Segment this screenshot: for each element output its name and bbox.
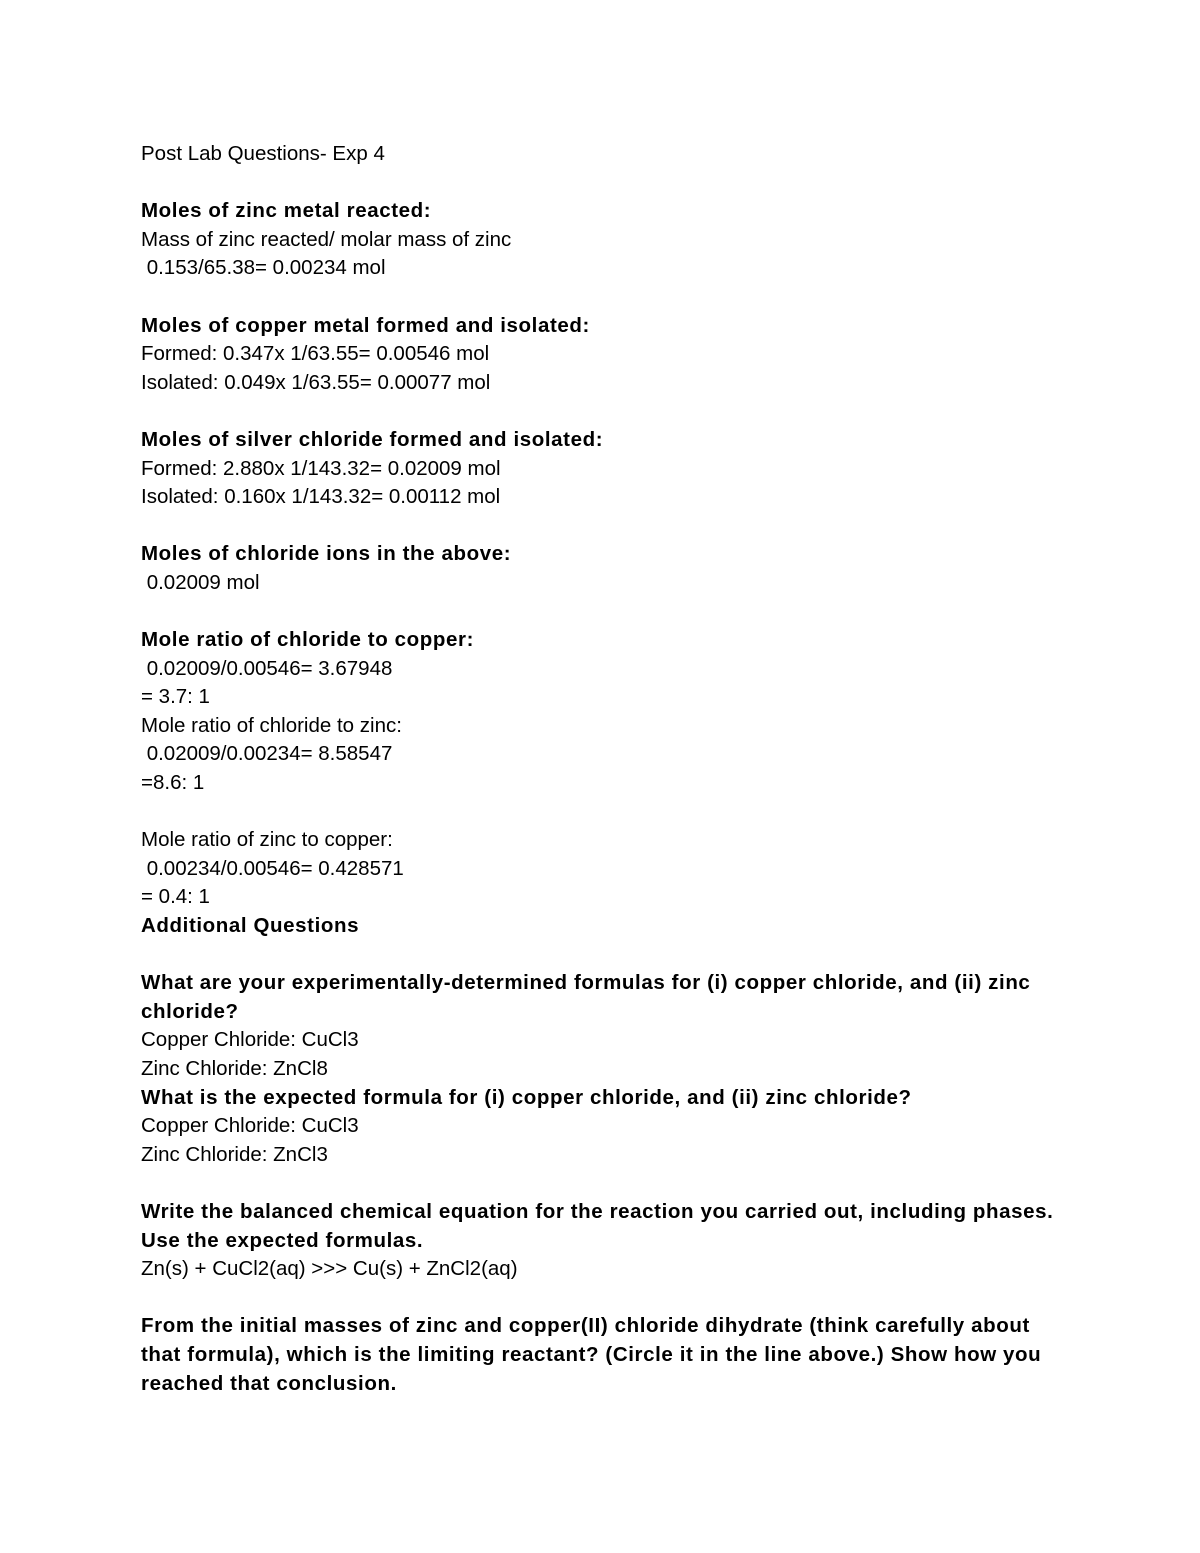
question-limiting-reactant: From the initial masses of zinc and copper(II) chloride dihydrate (think carefully about that formula), which is the limiting reactant? (Circle it in the line above.) Show how you reached that conclusion.: [141, 1314, 1042, 1395]
zinc-copper-ratio-heading: Mole ratio of zinc to copper:: [141, 828, 393, 852]
expected-zinc-chloride-answer: Zinc Chloride: ZnCl3: [141, 1142, 328, 1166]
chloride-copper-ratio-calculation: 0.02009/0.00546= 3.67948: [141, 656, 393, 680]
expected-copper-chloride-answer: Copper Chloride: CuCl3: [141, 1114, 359, 1138]
spacer: [141, 798, 1061, 827]
chloride-copper-ratio-result: = 3.7: 1: [141, 685, 210, 709]
chloride-ions-value: 0.02009 mol: [141, 570, 260, 594]
zinc-moles-heading: Moles of zinc metal reacted:: [141, 199, 432, 223]
spacer: [141, 397, 1061, 426]
chloride-ions-heading: Moles of chloride ions in the above:: [141, 542, 512, 566]
spacer: [141, 1284, 1061, 1313]
copper-moles-heading: Moles of copper metal formed and isolated:: [141, 313, 590, 337]
spacer: [141, 941, 1061, 970]
zinc-copper-ratio-result: = 0.4: 1: [141, 885, 210, 909]
question-experimental-formulas: What are your experimentally-determined formulas for (i) copper chloride, and (ii) zinc chloride?: [141, 971, 1031, 1023]
zinc-moles-formula: Mass of zinc reacted/ molar mass of zinc: [141, 227, 512, 251]
question-balanced-equation: Write the balanced chemical equation for the reaction you carried out, including phases. Use the expected formulas.: [141, 1199, 1054, 1252]
chloride-copper-ratio-heading: Mole ratio of chloride to copper:: [141, 628, 475, 652]
chloride-zinc-ratio-calculation: 0.02009/0.00234= 8.58547: [141, 742, 393, 766]
copper-isolated-calculation: Isolated: 0.049x 1/63.55= 0.00077 mol: [141, 370, 491, 394]
spacer: [141, 1169, 1061, 1198]
spacer: [141, 598, 1061, 627]
spacer: [141, 512, 1061, 541]
additional-questions-heading: Additional Questions: [141, 914, 360, 938]
experimental-zinc-chloride-answer: Zinc Chloride: ZnCl8: [141, 1057, 328, 1080]
experimental-copper-chloride-answer: Copper Chloride: CuCl3: [141, 1028, 359, 1052]
spacer: [141, 283, 1061, 312]
document-title: Post Lab Questions- Exp 4: [141, 142, 385, 165]
silver-chloride-formed-calculation: Formed: 2.880x 1/143.32= 0.02009 mol: [141, 456, 501, 480]
chloride-zinc-ratio-heading: Mole ratio of chloride to zinc:: [141, 713, 402, 737]
document-page: [141, 140, 1061, 1398]
copper-formed-calculation: Formed: 0.347x 1/63.55= 0.00546 mol: [141, 342, 490, 366]
zinc-copper-ratio-calculation: 0.00234/0.00546= 0.428571: [141, 856, 404, 880]
question-expected-formulas: What is the expected formula for (i) copper chloride, and (ii) zinc chloride?: [141, 1085, 912, 1109]
balanced-equation-answer: Zn(s) + CuCl2(aq) >>> Cu(s) + ZnCl2(aq): [141, 1257, 518, 1281]
silver-chloride-isolated-calculation: Isolated: 0.160x 1/143.32= 0.00112 mol: [141, 485, 501, 509]
spacer: [141, 169, 1061, 198]
zinc-moles-calculation: 0.153/65.38= 0.00234 mol: [141, 256, 386, 280]
chloride-zinc-ratio-result: =8.6: 1: [141, 771, 205, 795]
silver-chloride-moles-heading: Moles of silver chloride formed and isolated:: [141, 427, 604, 451]
